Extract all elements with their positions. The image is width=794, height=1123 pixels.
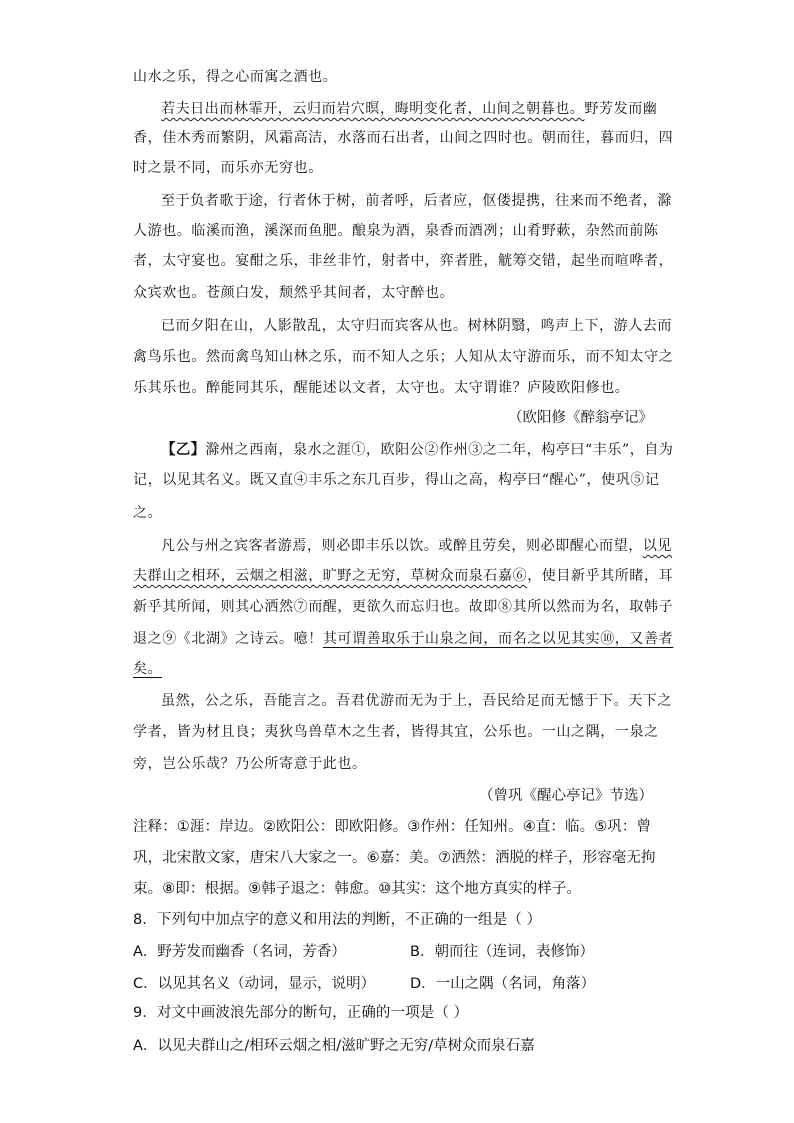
jia-line: 禽鸟乐也。然而禽鸟知山林之乐，而不知人之乐；人知从太守游而乐，而不知太守之 [133,349,674,365]
wavy-underlined-text: 夫群山之相环，云烟之相滋，旷野之无穷，草树众而泉石嘉⑥ [133,568,528,584]
jia-line: 已而夕阳在山，人影散乱，太守归而宾客从也。树林阴翳，鸣声上下，游人去而 [161,318,672,334]
q8-option-c[interactable]: C．以见其名义（动词，显示，说明） [133,976,376,992]
text-segment: 滁州之西南，泉水之涯①，欧阳公②作州③之二年，构亭曰“丰乐”，自为 [205,442,674,458]
question-8-stem: 8．下列句中加点字的意义和用法的判断，不正确的一组是（ ） [133,912,542,928]
q8-option-b[interactable]: B．朝而往（连词，表修饰） [410,944,594,960]
underlined-text: 其可谓善取乐于山泉之间，而名之以见其实⑩，又善者 [322,631,674,647]
jia-line: 至于负者歌于途，行者休于树，前者呼，后者应，伛偻提携，往来而不绝者，滁 [161,193,672,209]
yi-line: 记，以见其名义。既又直④丰乐之东几百步，得山之高，构亭曰“醒心”，使巩⑤记 [133,472,660,488]
jia-source: （欧阳修《醉翁亭记》 [508,410,653,426]
notes-line: 巩，北宋散文家，唐宋八大家之一。⑥嘉：美。⑦洒然：洒脱的样子，形容毫无拘 [133,850,656,866]
yi-line: 之。 [133,505,163,521]
notes-line: 束。⑧即：根据。⑨韩子退之：韩愈。⑩其实：这个地方真实的样子。 [133,881,582,897]
yi-source: （曾巩《醒心亭记》节选） [479,788,653,804]
wavy-underlined-text: 以见 [642,538,673,554]
jia-line: 时之景不同，而乐亦无穷也。 [133,160,323,176]
yi-line [161,440,691,460]
text-segment: 野芳发而幽 [584,101,658,117]
notes-line: 注释：①涯：岸边。②欧阳公：即欧阳修。③作州：任知州。④直：临。⑤巩：曾 [133,819,652,835]
jia-line: 者，太守宴也。宴酣之乐，非丝非竹，射者中，弈者胜，觥筹交错，起坐而喧哗者， [133,253,674,269]
yi-line [133,566,674,586]
underlined-text: 矣。 [133,661,163,677]
jia-line: 香，佳木秀而繁阴，风霜高洁，水落而石出者，山间之四时也。朝而往，暮而归，四 [133,130,674,146]
yi-label: 【乙】 [161,442,206,458]
yi-line [161,536,691,556]
jia-line: 人游也。临溪而渔，溪深而鱼肥。酿泉为酒，泉香而酒冽；山肴野蔌，杂然而前陈 [133,223,659,239]
text-segment: 退之⑨《北湖》之诗云。噫！ [133,631,323,647]
wavy-underlined-text: 若夫日出而林霏开，云归而岩穴暝，晦明变化者，山间之朝暮也。 [161,101,585,117]
q9-option-a[interactable]: A．以见夫群山之/相环云烟之相/滋旷野之无穷/草树众而泉石嘉 [133,1038,535,1054]
question-9-stem: 9．对文中画波浪先部分的断句，正确的一项是（ ） [133,1005,469,1021]
q8-option-a[interactable]: A．野芳发而幽香（名词，芳香） [133,944,346,960]
text-segment: ，使目新乎其所睹，耳 [527,568,674,584]
yi-line: 虽然，公之乐，吾能言之。吾君优游而无为于上，吾民给足而无憾于下。天下之 [161,693,672,709]
jia-line: 乐其乐也。醉能同其乐，醒能述以文者，太守也。太守谓谁？庐陵欧阳修也。 [133,380,630,396]
q8-option-d[interactable]: D．一山之隅（名词，角落） [410,976,596,992]
yi-line: 新乎其所闻，则其心洒然⑦而醒，更欲久而忘归也。故即⑧其所以然而为名，取韩子 [133,599,674,615]
jia-line: 山水之乐，得之心而寓之酒也。 [133,69,338,85]
yi-line: 旁，岂公乐哉？乃公所寄意于此也。 [133,756,367,772]
text-segment: 凡公与州之宾客者游焉，则必即丰乐以饮。或醉且劳矣，则必即醒心而望， [161,538,643,554]
yi-line [133,659,663,679]
yi-line [133,629,674,649]
yi-line: 学者，皆为材且良；夷狄鸟兽草木之生者，皆得其宜，公乐也。一山之隅，一泉之 [133,724,659,740]
jia-line [161,99,691,119]
jia-line: 众宾欢也。苍颜白发，颓然乎其间者，太守醉也。 [133,285,455,301]
